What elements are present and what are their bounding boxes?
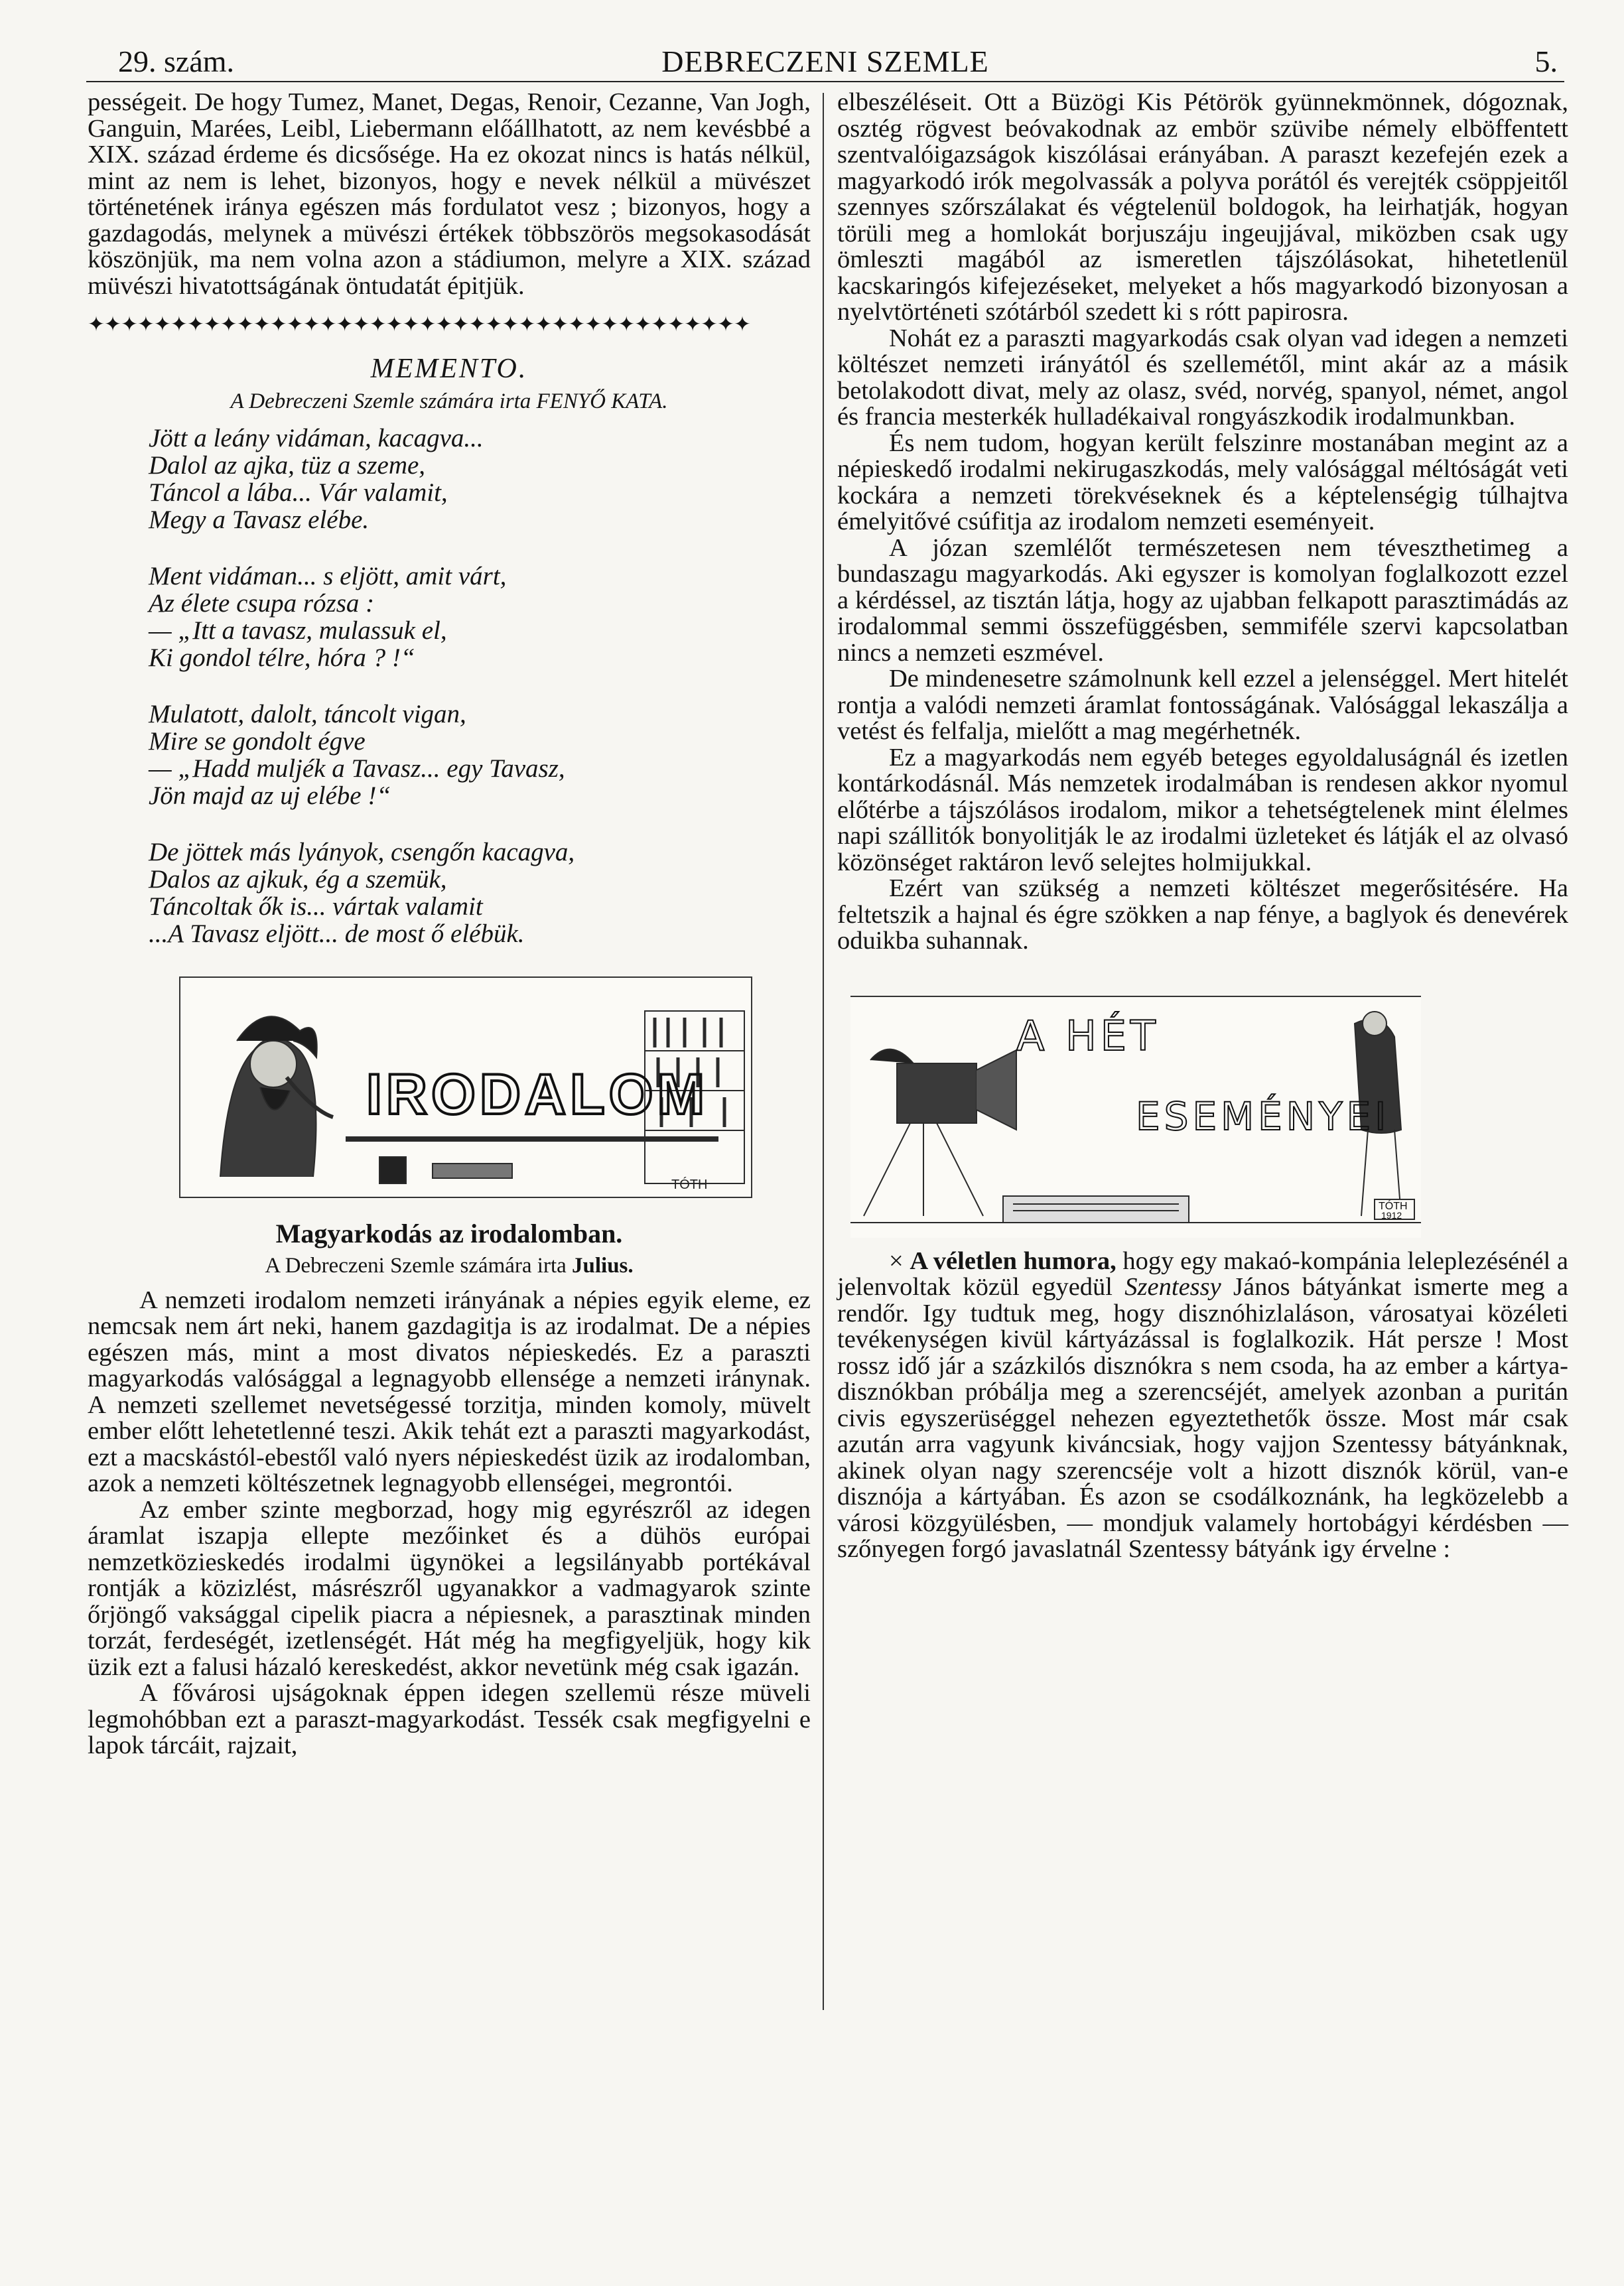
- week-banner-line1: A HÉT: [1016, 1011, 1160, 1060]
- news-mark: ×: [889, 1246, 904, 1275]
- article-paragraph: Ezért van szükség a nemzeti költészet megerősitésére. Ha feltetszik a hajnal és égre szökken a nap fénye, a baglyok és denevérek oduikba suhannak.: [837, 874, 1568, 955]
- news-headline: A véletlen humora,: [910, 1246, 1116, 1275]
- week-banner-line2: ESEMÉNYEI: [1136, 1093, 1390, 1139]
- poem-stanza: [149, 839, 811, 947]
- poem-line: Dalos az ajkuk, ég a szemük,: [149, 864, 447, 894]
- poem-line: ...A Tavasz eljött... de most ő elébük.: [149, 919, 525, 948]
- irodalom-label: IRODALOM: [366, 1062, 709, 1126]
- issue-number: 29. szám.: [118, 44, 235, 78]
- poem-line: Jön majd az uj elébe !“: [149, 781, 391, 810]
- article-paragraph: Ez a magyarkodás nem egyéb beteges egyoldaluságnál és izetlen kontárkodásnál. Más nemzetek irodalmában is rendesen akkor nyomul előtérbe a tájszólásos irodalom, mikor a tehetségtelenek mint élelmes napi szállitók bonyolitják le az irodalmi üzleteket és látják el az olvasó közönséget raktáron levő selejtes holmijukkal.: [837, 743, 1568, 876]
- poem-line: Mire se gondolt égve: [149, 726, 366, 756]
- intro-paragraph: pességeit. De hogy Tumez, Manet, Degas, Renoir, Cezanne, Van Jogh, Ganguin, Marées, Leibl, Liebermann előállhatott, az nem kevésbbé a XIX. század érdeme és dicsősége. Ha ez okozat nincs is hatás nélkül, mint az nem is lehet, bizonyos, hogy e nevek nélkül a müvészet történetének iránya egészen más fordulatot vesz ; bizonyos, hogy a gazdagodás, melynek a müvészi értékek többszörös megsokasodását köszönjük, ma nem volna azon a stádiumon, melyre a XIX. század müvészi hivatottságának öntudatát épitjük.: [88, 88, 811, 300]
- byline-prefix: A Debreczeni Szemle számára irta: [265, 1254, 573, 1278]
- article-paragraph: De mindenesetre számolnunk kell ezzel a jelenséggel. Mert hitelét rontja a valódi nemzeti áramlat fontosságának. Valósággal lekaszálja a vetést és felfalja, mielőtt a mag megérhetnék.: [837, 665, 1568, 745]
- ornament-divider: ✦✦✦✦✦✦✦✦✦✦✦✦✦✦✦✦✦✦✦✦✦✦✦✦✦✦✦✦✦✦✦✦✦✦✦✦✦✦✦✦: [88, 312, 750, 336]
- irodalom-banner: [179, 976, 752, 1198]
- journal-title: DEBRECZENI SZEMLE: [661, 44, 989, 78]
- news-text: János bátyánkat ismerte meg a rendőr. Igy tudtuk meg, hogy disznóhizlaláson, városatyai közéleti tevékenységen kivül kártyázással is foglalkozik. Hát persze ! Most rossz idő jár a százkilós disznókra s nem csoda, ha az ember a kártya-disznókban próbálja meg a szerencséjét, amelyek azonban a puritán civis egyszerüséggel nehezen egyeztethetők össze. Most már csak azután arra vagyunk kiváncsiak, hogy vajjon Szentessy bátyánknak, akinek olyan nagy szerencséje volt a hizott disznók körül, van-e disznója a kártyában. És azon se csodálkoznánk, ha legközelebb a városi közgyülésben, — mondjuk valamely hortobágyi kérdésben — szőnyegen forgó javaslatnál Szentessy bátyánk igy érvelne :: [837, 1273, 1568, 1563]
- poem-line: Táncoltak ők is... vártak valamit: [149, 892, 483, 921]
- poem-line: Megy a Tavasz elébe.: [149, 505, 370, 534]
- article-byline: [88, 1253, 811, 1280]
- poem-line: Ki gondol télre, hóra ? !“: [149, 643, 415, 672]
- news-item: [837, 1248, 1568, 1563]
- byline-author: Julius.: [572, 1254, 634, 1278]
- illustrator-signature: TÓTH: [1379, 1200, 1408, 1212]
- news-text: hogy egy makaó-kompánia leleplezésénél a jelenvoltak közül egyedül: [837, 1246, 1569, 1301]
- poem-title: MEMENTO.: [370, 353, 528, 384]
- week-events-illustration: [850, 997, 1421, 1236]
- article-paragraph: És nem tudom, hogyan került felszinre mostanában megint az a népieskedő irodalmi nekirugaszkodás, mely valósággal méltóságát veti kockára a nemzeti törekvéseknek és a képtelenségig túlhajtva émelyitővé csúfitja az irodalom nemzeti eseményeit.: [837, 429, 1568, 535]
- poem-line: Dalol az ajka, tüz a szeme,: [149, 450, 426, 480]
- article-paragraph: A nemzeti irodalom nemzeti irányának a népies egyik eleme, ez nemcsak nem árt neki, hanem gazdagitja is az irodalmat. De a népies egészen más, mint a most divatos népieskedés. Ez a paraszti magyarkodás valósággal a legnagyobb ellensége a nemzeti iránynak. A nemzeti szellemet nevetségessé torzitja, minden komoly, müvelt ember előtt lehetetlenné teszi. Akik tehát ezt a paraszti magyarkodást, ezt a macskástól-ebestől való nyers népieskedést üzik az irodalomban, azok a nemzeti költészetnek legnagyobb ellenségei, megrontói.: [88, 1286, 811, 1497]
- page-header: [86, 40, 1564, 82]
- poem: [88, 425, 811, 947]
- article-paragraph: A fővárosi ujságoknak éppen idegen szellemü része müveli legmohóbban ezt a paraszt-magyarkodást. Tessék csak megfigyelni e lapok tárcáit, rajzait,: [88, 1679, 811, 1759]
- week-events-banner: [850, 996, 1421, 1238]
- column-divider: [823, 93, 824, 2010]
- poem-line: Ment vidáman... s eljött, amit várt,: [149, 561, 507, 590]
- poem-stanza: [149, 563, 811, 671]
- page-number: 5.: [1534, 44, 1558, 78]
- poem-line: Jött a leány vidáman, kacagva...: [149, 423, 484, 452]
- article-paragraph: Nohát ez a paraszti magyarkodás csak olyan vad idegen a nemzeti költészet nemzeti irányától és szellemétől, mint akár az a másik betolakodott divat, mely az olasz, svéd, norvég, spanyol, német, angol és francia mesterkék hulladékaival rongyászkodik irodalmunkban.: [837, 324, 1568, 431]
- article-title: Magyarkodás az irodalomban.: [275, 1218, 623, 1248]
- news-name: Szentessy: [1124, 1273, 1221, 1301]
- article-paragraph: A józan szemlélőt természetesen nem téveszthetimeg a bundaszagu magyarkodás. Aki egyszer is komolyan foglalkozott ezzel a kérdéssel, az tisztán látja, hogy az ujabban felkapott parasztimádás az irodalommal semmi összefüggésben, semmiféle szervi kapcsolatban nincs a nemzeti eszmével.: [837, 533, 1568, 667]
- poem-line: — „Hadd muljék a Tavasz... egy Tavasz,: [149, 754, 565, 783]
- poem-stanza: [149, 425, 811, 533]
- poem-line: Az élete csupa rózsa :: [149, 588, 375, 618]
- illustration-year: 1912: [1381, 1209, 1402, 1221]
- illustrator-signature: TÓTH: [671, 1177, 708, 1192]
- poem-line: — „Itt a tavasz, mulassuk el,: [149, 616, 447, 645]
- article-paragraph: elbeszéléseit. Ott a Büzögi Kis Pétörök gyünnekmönnek, dógoznak, osztég rögvest beóvakodnak az embör szüvibe némely elböffentett szentvalóigazságok kiszólásai erányában. A paraszt kezefején ezek a magyarkodó irók megolvassák a polyva porától és verejték csöppjeitől szennyes szőrszálakat és végtelenül boldogok, ha leirhatják, hogyan törüli meg a homlokát borjuszáju ingeujjával, miközben csak ugy ömleszti magából az ismeretlen tájszólásokat, hihetetlenül kacskaringós kifejezéseket, melyeket a hős magyarkodó bizonyosan a nyelvtörténeti szótárból szedett ki s rótt papirosra.: [837, 88, 1568, 326]
- article-paragraph: Az ember szinte megborzad, hogy mig egyrészről az idegen áramlat iszapja ellepte mezőinket és a dühös európai nemzetközieskedés irodalmi ügynökei a legsilányabb portékával rontják a közizlést, másrészről ugyanakkor a vadmagyarok szinte őrjöngő vaksággal cipelik piacra a népiesnek, a parasztinak minden torzát, ferdeségét, izetlenségét. Hát még ha megfigyeljük, hogy kik üzik ezt a falusi házaló kereskedést, akkor nevetünk még csak igazán.: [88, 1495, 811, 1681]
- poem-stanza: [149, 701, 811, 809]
- left-column: [88, 90, 811, 2027]
- poem-line: Mulatott, dalolt, táncolt vigan,: [149, 699, 466, 728]
- irodalom-illustration: [180, 978, 751, 1197]
- right-column: [837, 90, 1568, 2027]
- poem-byline: A Debreczeni Szemle számára irta FENYŐ KATA.: [230, 389, 668, 413]
- poem-line: Táncol a lába... Vár valamit,: [149, 478, 448, 507]
- poem-line: De jöttek más lyányok, csengőn kacagva,: [149, 837, 575, 866]
